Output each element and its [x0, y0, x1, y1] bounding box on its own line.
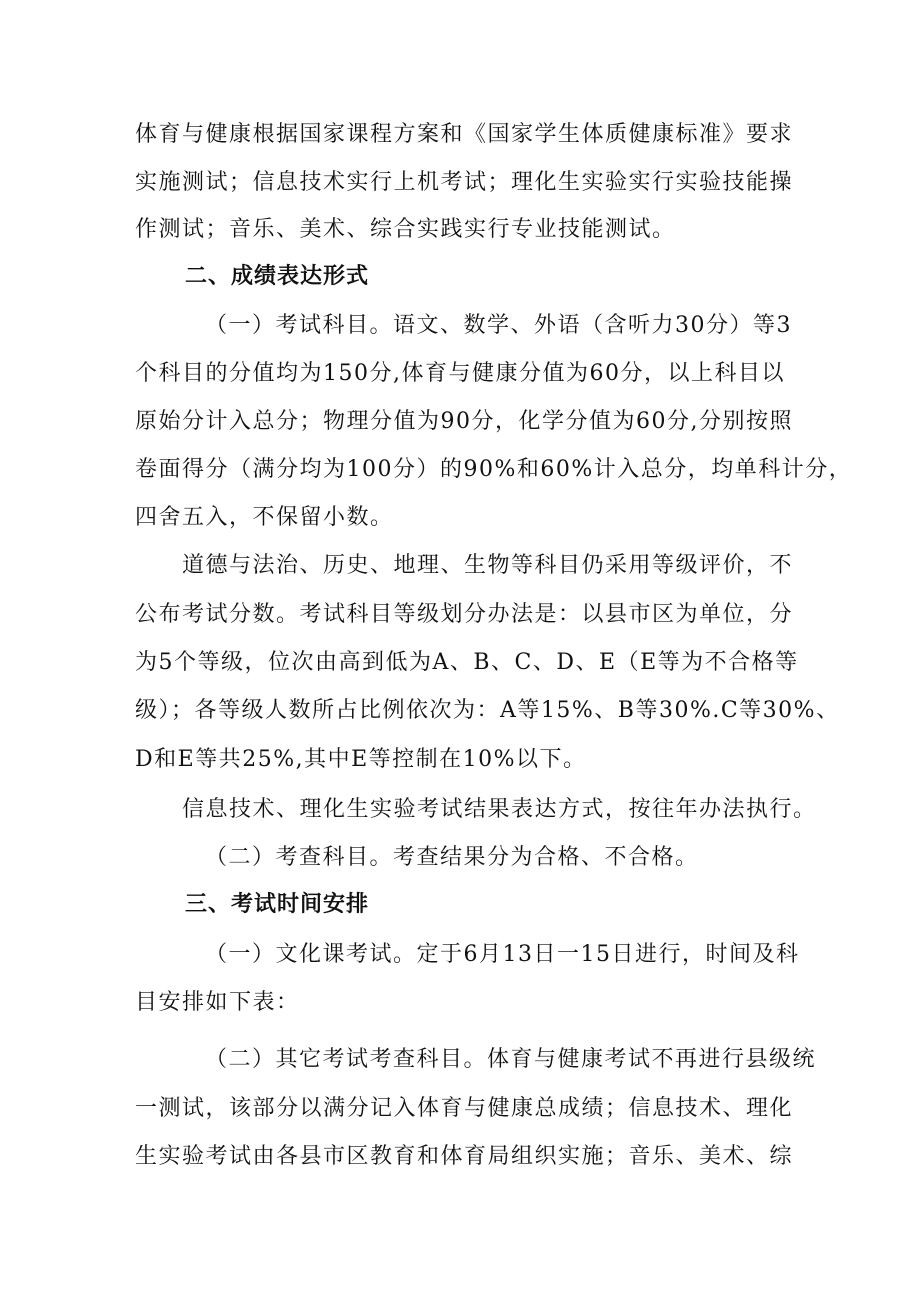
paragraph-line: 信息技术、理化生实验考试结果表达方式，按往年办法执行。 — [182, 797, 817, 822]
paragraph-line: D和E等共25%,其中E等控制在10%以下。 — [135, 747, 587, 772]
paragraph-line: 公布考试分数。考试科目等级划分办法是：以县市区为单位，分 — [135, 602, 794, 627]
paragraph-line: 生实验考试由各县市区教育和体育局组织实施；音乐、美术、综 — [135, 1144, 794, 1169]
paragraph-line: 目安排如下表： — [135, 990, 300, 1015]
section-heading-3: 三、考试时间安排 — [185, 892, 370, 917]
paragraph-line: 体育与健康根据国家课程方案和《国家学生体质健康标准》要求 — [135, 122, 794, 147]
paragraph-line: 个科目的分值均为150分,体育与健康分值为60分，以上科目以 — [135, 361, 785, 386]
paragraph-line: 道德与法治、历史、地理、生物等科目仍采用等级评价，不 — [182, 553, 794, 578]
paragraph-line: （二）其它考试考查科目。体育与健康考试不再进行县级统 — [205, 1047, 817, 1072]
paragraph-line: （一）文化课考试。定于6月13日一15日进行，时间及科 — [205, 942, 800, 967]
paragraph-line: 级）；各等级人数所占比例依次为：A等15%、B等30%.C等30%、 — [135, 698, 840, 723]
paragraph-line: 作测试；音乐、美术、综合实践实行专业技能测试。 — [135, 217, 676, 242]
paragraph-line: （二）考查科目。考查结果分为合格、不合格。 — [205, 845, 699, 870]
paragraph-line: 实施测试；信息技术实行上机考试；理化生实验实行实验技能操 — [135, 170, 794, 195]
paragraph-line: （一）考试科目。语文、数学、外语（含听力30分）等3 — [205, 313, 792, 338]
paragraph-line: 四舍五入，不保留小数。 — [135, 505, 394, 530]
paragraph-line: 原始分计入总分；物理分值为90分，化学分值为60分,分别按照 — [135, 409, 793, 434]
paragraph-line: 一测试，该部分以满分记入体育与健康总成绩；信息技术、理化 — [135, 1096, 794, 1121]
section-heading-2: 二、成绩表达形式 — [185, 264, 370, 289]
paragraph-line: 卷面得分（满分均为100分）的90%和60%计入总分，均单科计分， — [135, 457, 853, 482]
paragraph-line: 为5个等级，位次由高到低为A、B、C、D、E（E等为不合格等 — [135, 650, 799, 675]
